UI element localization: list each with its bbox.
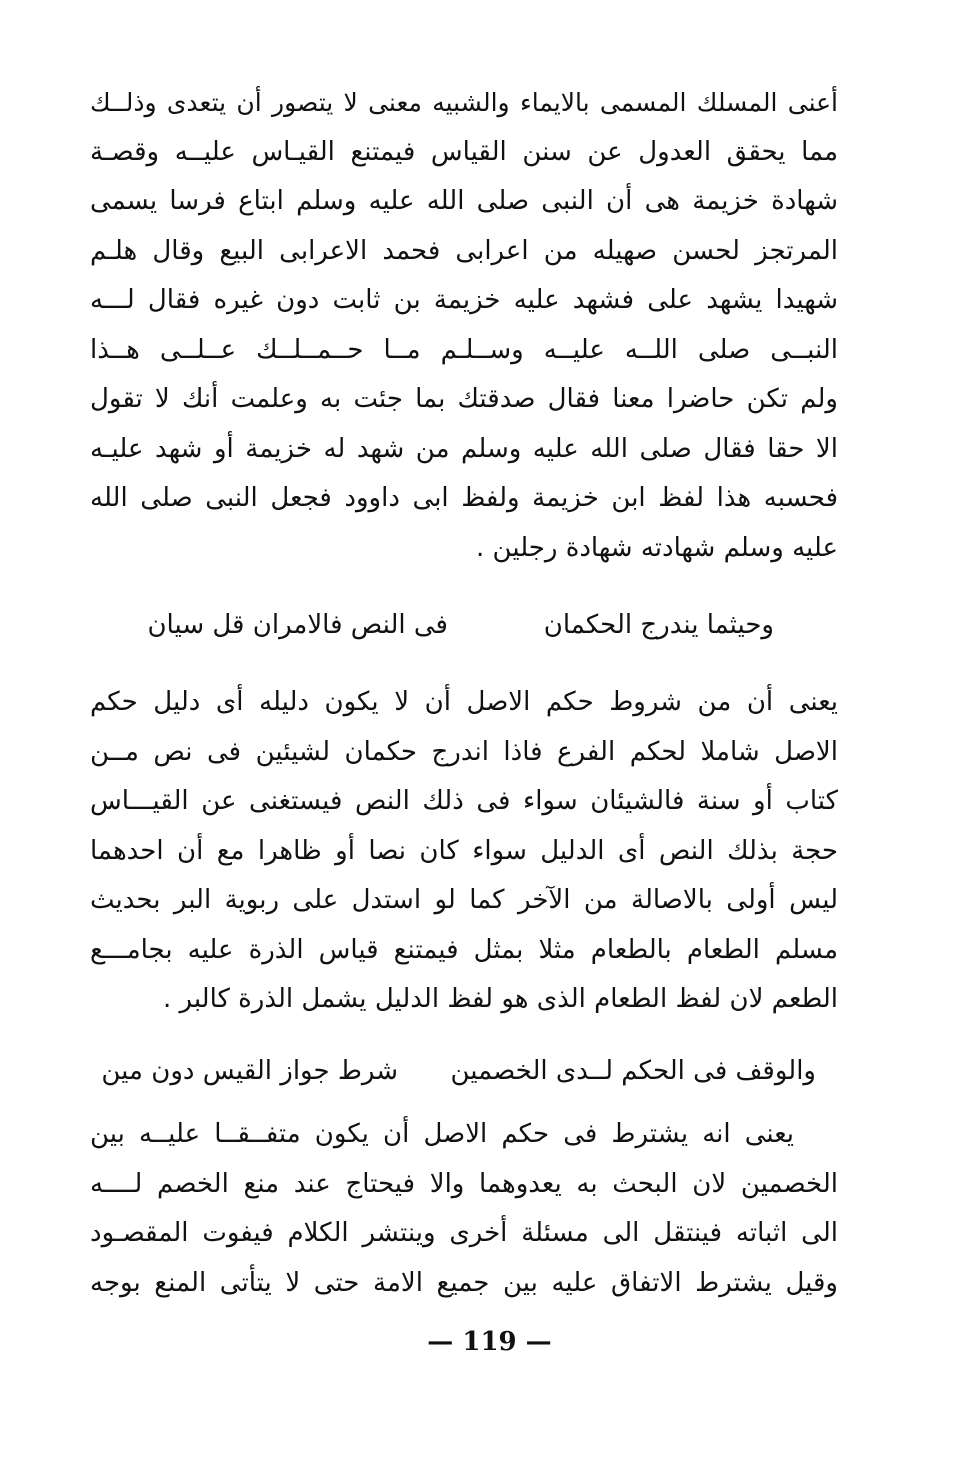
- text-line: الى اثباته فينتقل الى مسئلة أخرى وينتشر الكلام فيفوت المقصـود: [90, 1218, 838, 1248]
- verse-hemistich-second: شرط جواز القيس دون مين: [101, 1056, 398, 1086]
- text-line: مسلم الطعام بالطعام مثلا بمثل فيمتنع قياس الذرة عليه بجامـــع: [90, 934, 838, 965]
- text-line: أعنى المسلك المسمى بالايماء والشبيه معنى لا يتصور أن يتعدى وذلــك: [90, 88, 838, 117]
- verse-hemistich-first: وحيثما يندرج الحكمان: [543, 610, 774, 640]
- verse-hemistich-first: والوقف فى الحكم لــدى الخصمين: [450, 1056, 816, 1086]
- text-line: يعنى أن من شروط حكم الاصل أن لا يكون دليله أى دليل حكم: [90, 687, 838, 717]
- text-line: وقيل يشترط الاتفاق عليه بين جميع الامة حتى لا يتأتى المنع بوجه: [90, 1267, 838, 1298]
- verse-hemistich-second: فى النص فالامران قل سيان: [147, 610, 448, 640]
- paragraph-commentary-2: [90, 678, 838, 1025]
- text-line: الطعم لان لفظ الطعام الذى هو لفظ الدليل يشمل الذرة كالبر .: [162, 984, 838, 1014]
- text-line: المرتجز لحسن صهيله من اعرابى فحمد الاعرابى البيع وقال هلـم: [90, 235, 838, 266]
- text-line: شهادة خزيمة هى أن النبى صلى الله عليه وسلم ابتاع فرسا يسمى: [90, 186, 838, 216]
- text-line: ولم تكن حاضرا معنا فقال صدقتك بما جئت به وعلمت أنك لا تقول: [90, 384, 838, 414]
- text-line: الاصل شاملا لحكم الفرع فاذا اندرج حكمان لشيئين فى نص مــن: [90, 736, 838, 767]
- text-line: كتاب أو سنة فالشيئان سواء فى ذلك النص فيستغنى عن القيـــاس: [90, 786, 838, 816]
- text-line: يعنى انه يشترط فى حكم الاصل أن يكون متفــقــا عليــه بين: [90, 1119, 794, 1149]
- page-number: — 119 —: [427, 1327, 552, 1357]
- verse-line-1: [90, 600, 838, 650]
- text-line: فحسبه هذا لفظ ابن خزيمة ولفظ ابى داوود فجعل النبى صلى الله: [90, 483, 838, 513]
- text-line: الخصمين لان البحث به يعدوهما والا فيحتاج عند منع الخصم لــــه: [90, 1168, 838, 1199]
- verse-line-2: [90, 1046, 838, 1096]
- paragraph-commentary-1: [90, 78, 838, 573]
- text-line: عليه وسلم شهادته شهادة رجلين .: [476, 532, 838, 563]
- paragraph-commentary-3: [90, 1110, 838, 1308]
- text-line: مما يحقق العدول عن سنن القياس فيمتنع القيـاس عليــه وقصـة: [90, 136, 838, 167]
- text-line: حجة بذلك النص أى الدليل سواء كان نصا أو ظاهرا مع أن احدهما: [90, 835, 838, 866]
- text-line: الا حقا فقال صلى الله عليه وسلم من شهد له خزيمة أو شهد عليـه: [90, 433, 838, 464]
- text-line: النبــى صلى اللــه عليــه وســلـم مــا حــمــلــك عــلــى هــذا: [90, 334, 838, 365]
- text-line: شهيدا يشهد على فشهد عليه خزيمة بن ثابت دون غيره فقال لـــه: [90, 285, 838, 315]
- text-line: ليس أولى بالاصالة من الآخر كما لو استدل على ربوية البر بحديث: [90, 885, 838, 915]
